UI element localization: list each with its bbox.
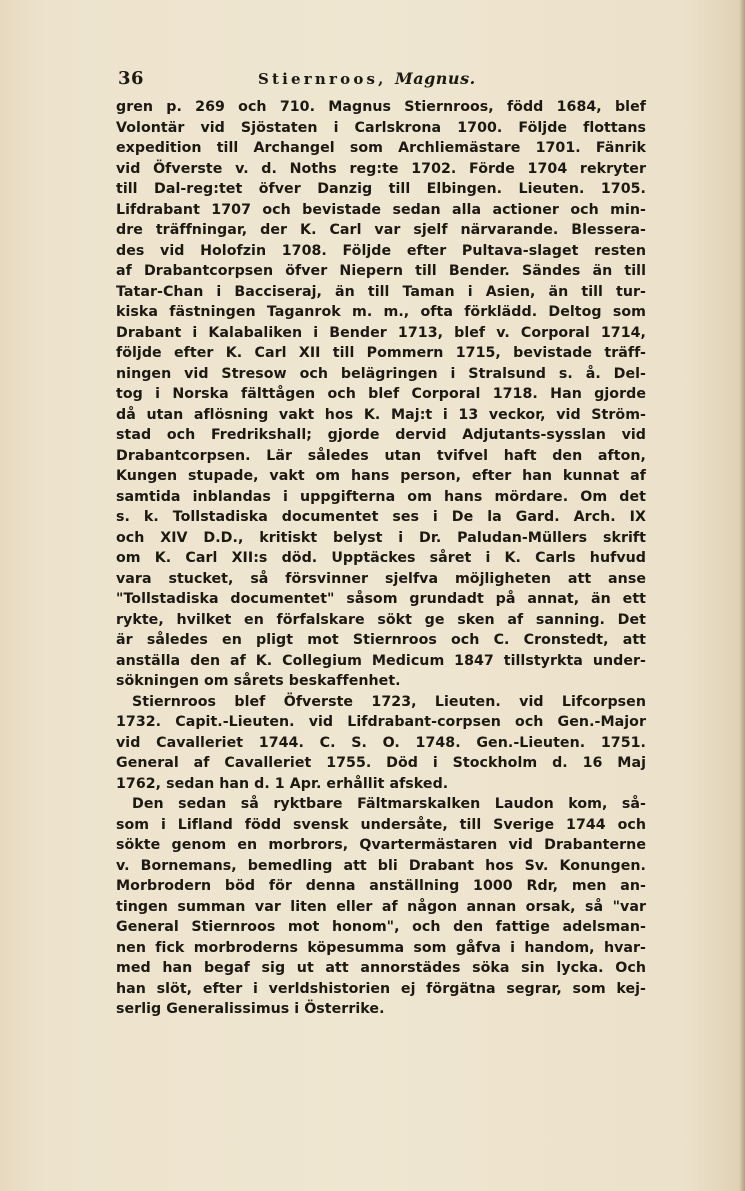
text-line: tog i Norska fälttågen och blef Corporal 1718. Han gjorde [116,386,646,402]
text-line: Lifdrabant 1707 och bevistade sedan alla actioner och min- [116,201,646,218]
text-line: samtida inblandas i uppgifterna om hans mördare. Om det [116,488,646,505]
text-line: v. Bornemans, bemedling att bli Drabant hos Sv. Konungen. [116,857,646,874]
text-line: 1762, sedan han d. 1 Apr. erhållit afsked. [116,775,449,792]
text-line: Drabantcorpsen. Lär således utan tvifvel haft den afton, [116,447,646,464]
text-line: med han begaf sig ut att annorstädes söka sin lycka. Och [116,960,646,976]
text-line: "Tollstadiska documentet" såsom grundadt på annat, än ett [116,591,646,607]
text-line: af Drabantcorpsen öfver Niepern till Bender. Sändes än till [116,263,646,279]
text-line: följde efter K. Carl XII till Pommern 1715, bevistade träff- [116,345,646,361]
text-line: des vid Holofzin 1708. Följde efter Pultava-slaget resten [116,242,646,259]
text-line: General Stiernroos mot honom", och den fattige adelsman- [116,919,646,935]
text-line: rykte, hvilket en förfalskare sökt ge sken af sanning. Det [116,611,646,628]
page-number: 36 [118,68,145,89]
text-line: sökningen om sårets beskaffenhet. [116,673,401,689]
running-title-surname: Stiernroos, [258,70,387,88]
page-header [118,68,638,98]
text-line: gren p. 269 och 710. Magnus Stiernroos, född 1684, blef [116,99,646,115]
text-line: Drabant i Kalabaliken i Bender 1713, blef v. Corporal 1714, [116,324,646,341]
text-line: vid Cavalleriet 1744. C. S. O. 1748. Gen.-Lieuten. 1751. [116,734,646,751]
text-line: till Dal-reg:tet öfver Danzig till Elbingen. Lieuten. 1705. [116,181,646,197]
text-line: då utan aflösning vakt hos K. Maj:t i 13 veckor, vid Ström- [116,406,646,423]
text-line: anställa den af K. Collegium Medicum 1847 tillstyrkta under- [116,652,646,669]
text-line: som i Lifland född svensk undersåte, till Sverige 1744 och [116,816,646,833]
text-line: om K. Carl XII:s död. Upptäckes såret i K. Carls hufvud [116,550,646,566]
text-line: och XIV D.D., kritiskt belyst i Dr. Paludan-Müllers skrift [116,529,646,546]
body-text [116,97,646,1020]
text-line: kiska fästningen Taganrok m. m., ofta förklädd. Deltog som [116,304,646,320]
text-line: dre träffningar, der K. Carl var sjelf närvarande. Blessera- [116,222,646,238]
running-title-given-name: Magnus. [395,69,476,88]
text-line: expedition till Archangel som Archliemästare 1701. Fänrik [116,140,646,156]
text-line: Den sedan så ryktbare Fältmarskalken Laudon kom, så- [132,796,646,812]
text-line: han slöt, efter i verldshistorien ej förgätna segrar, som kej- [116,980,646,997]
running-title [258,69,476,88]
text-line: stad och Fredrikshall; gjorde dervid Adjutants-sysslan vid [116,427,646,443]
text-line: General af Cavalleriet 1755. Död i Stockholm d. 16 Maj [116,755,646,771]
text-line: s. k. Tollstadiska documentet ses i De la Gard. Arch. IX [116,509,646,525]
text-line: ningen vid Stresow och belägringen i Stralsund s. å. Del- [116,365,646,382]
text-line: Stiernroos blef Öfverste 1723, Lieuten. vid Lifcorpsen [132,693,646,710]
text-line: vara stucket, så försvinner sjelfva möjligheten att anse [116,570,646,587]
text-line: Morbrodern böd för denna anställning 1000 Rdr, men an- [116,878,646,894]
text-line: Kungen stupade, vakt om hans person, efter han kunnat af [116,468,646,484]
text-line: serlig Generalissimus i Österrike. [116,1001,385,1017]
text-line: är således en pligt mot Stiernroos och C. Cronstedt, att [116,632,646,648]
page-edge-shadow [739,0,745,1191]
text-line: vid Öfverste v. d. Noths reg:te 1702. Förde 1704 rekryter [116,160,646,177]
text-line: sökte genom en morbrors, Qvartermästaren vid Drabanterne [116,837,646,853]
text-line: nen fick morbroderns köpesumma som gåfva i handom, hvar- [116,939,646,956]
text-line: Tatar-Chan i Bacciseraj, än till Taman i Asien, än till tur- [116,283,646,300]
text-line: 1732. Capit.-Lieuten. vid Lifdrabant-corpsen och Gen.-Major [116,714,646,730]
text-line: Volontär vid Sjöstaten i Carlskrona 1700. Följde flottans [116,119,646,136]
text-line: tingen summan var liten eller af någon annan orsak, så "var [116,898,646,915]
